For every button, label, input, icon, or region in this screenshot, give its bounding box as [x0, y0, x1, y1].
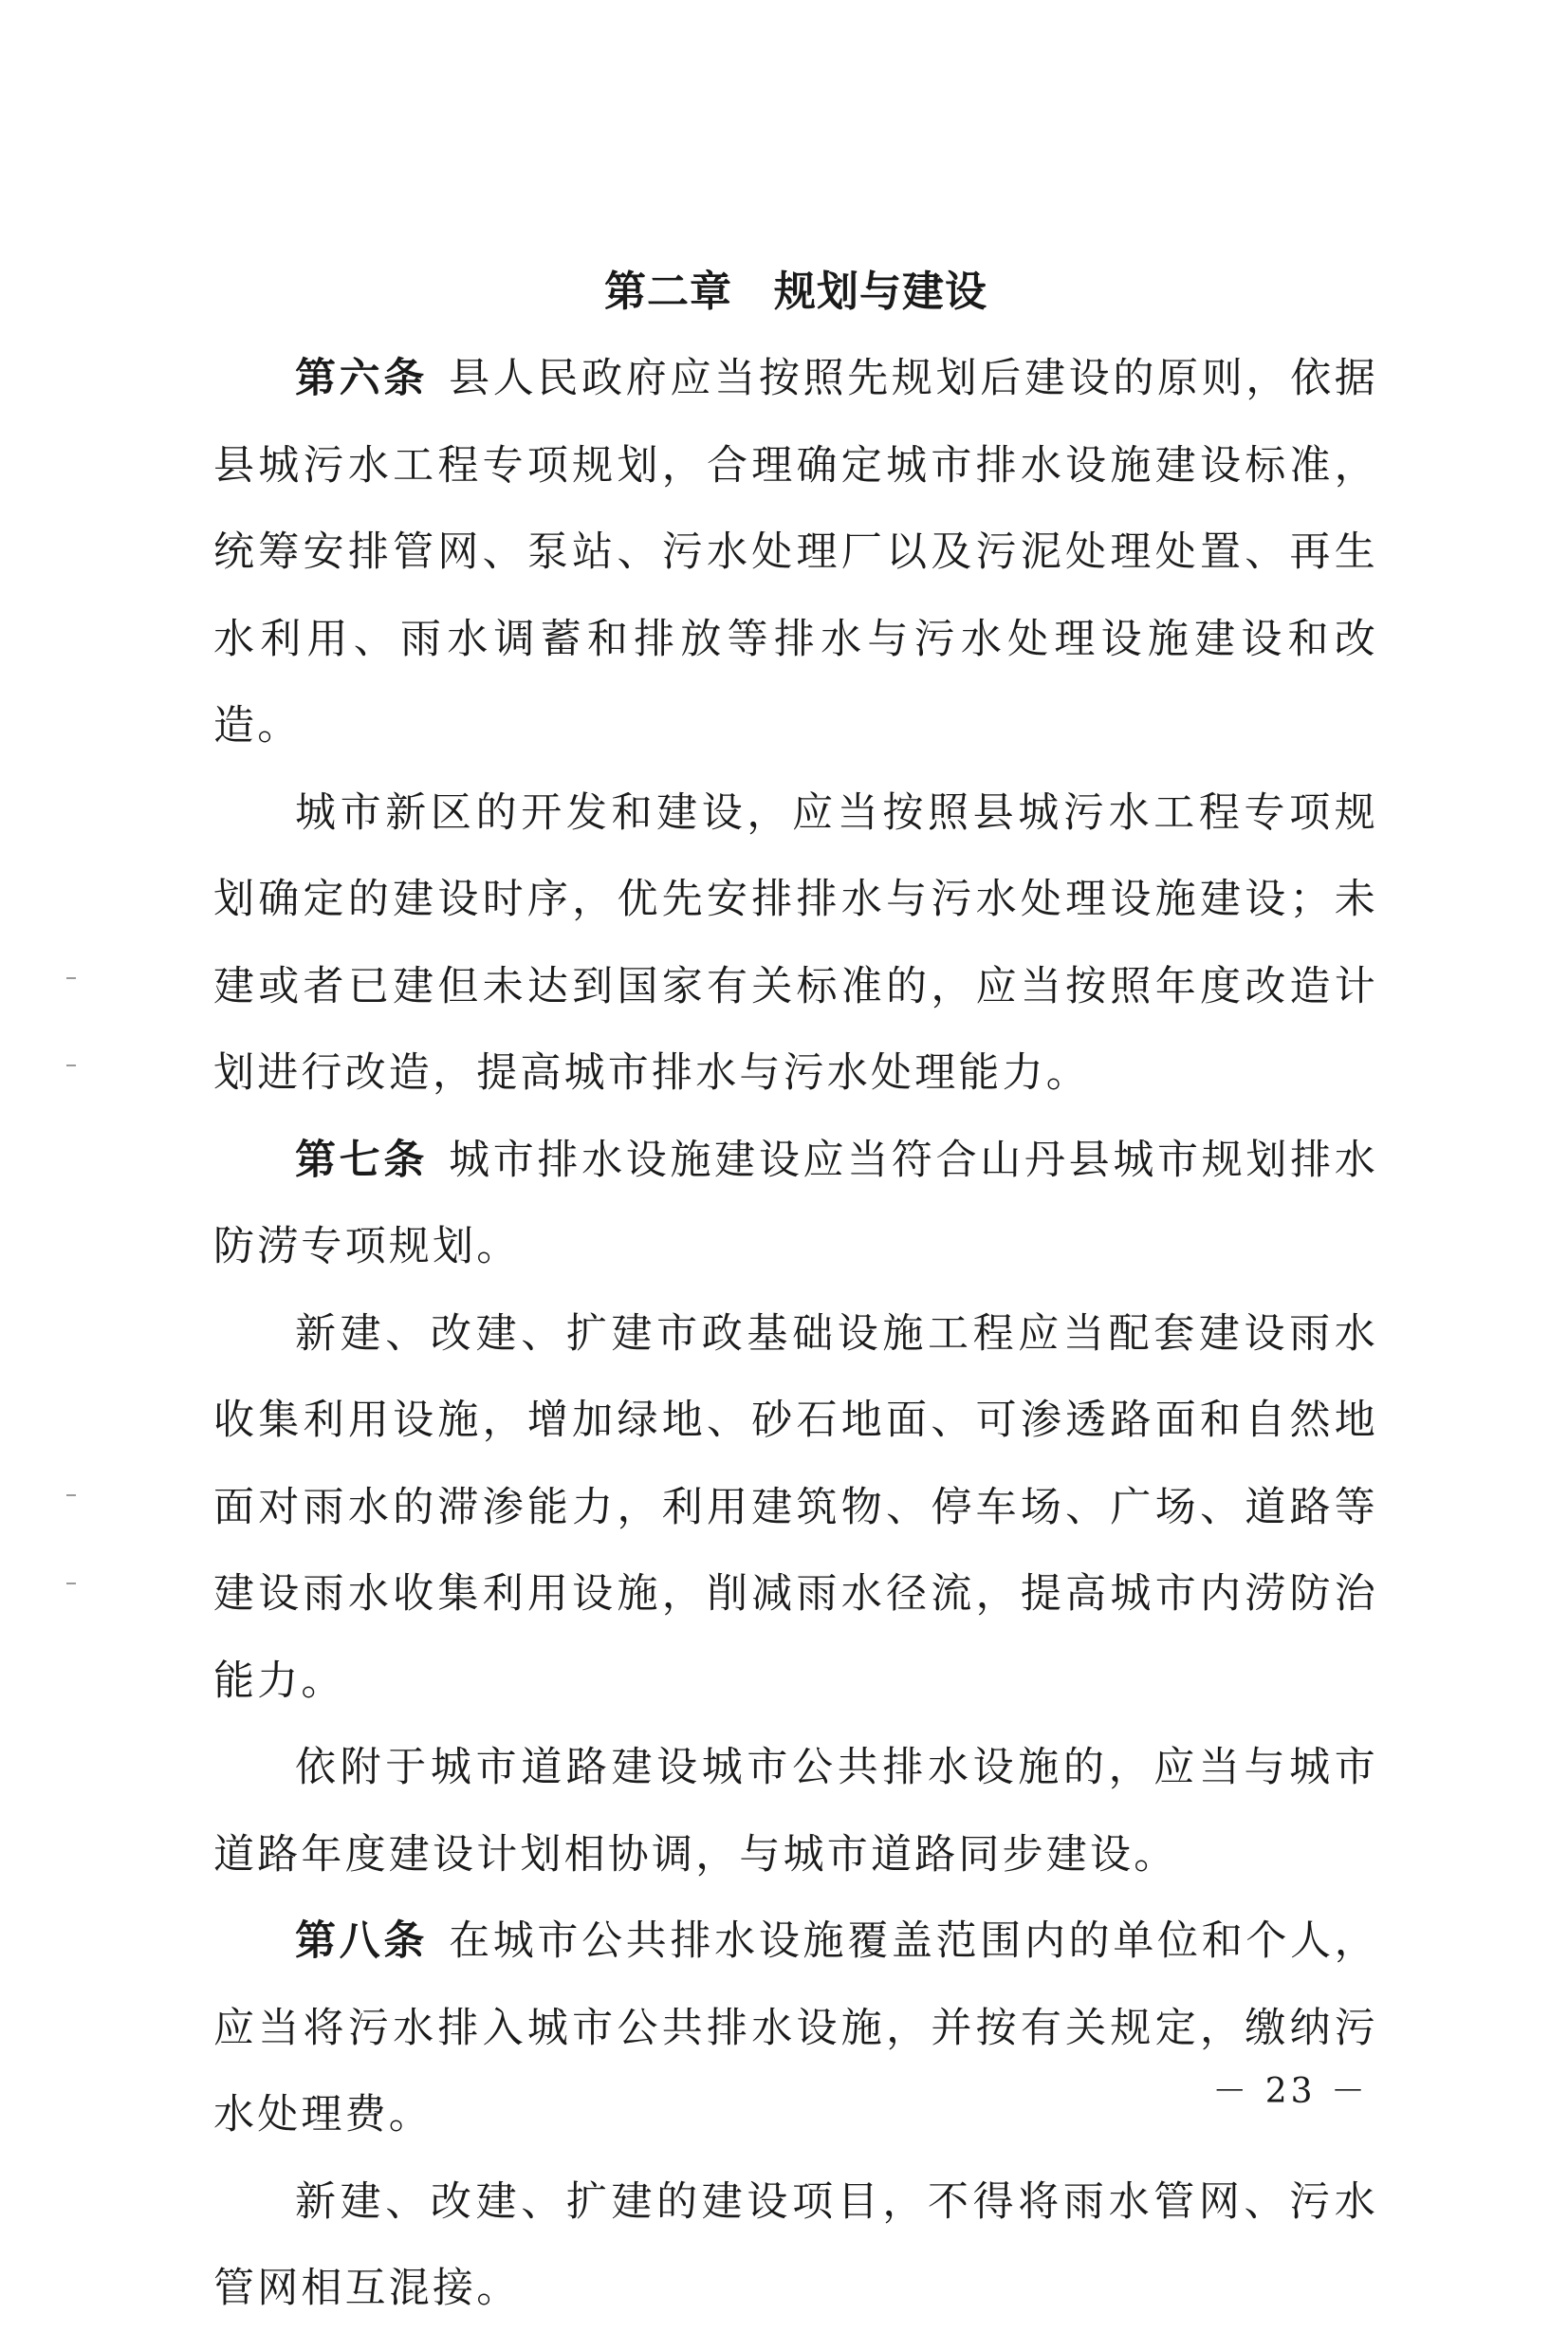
paragraph-text: 新建、改建、扩建市政基础设施工程应当配套建设雨水收集利用设施，增加绿地、砂石地面、可渗透路面和自然地面对雨水的滞渗能力，利用建筑物、停车场、广场、道路等建设雨水收集利用设施，削减雨水径流，提高城市内涝防治能力。 [213, 1309, 1378, 1705]
article-paragraph [213, 1118, 1378, 1291]
chapter-number: 第二章 [604, 268, 732, 316]
article-paragraph [213, 336, 1378, 770]
body-paragraph [213, 770, 1378, 1118]
article-label: 第六条 [295, 355, 429, 402]
scan-margin-mark [66, 1583, 76, 1584]
chapter-heading [213, 249, 1378, 336]
paragraph-text: 城市排水设施建设应当符合山丹县城市规划排水防涝专项规划。 [213, 1136, 1378, 1270]
body-paragraph [213, 1725, 1378, 1898]
article-paragraph [213, 1898, 1378, 2159]
paragraph-text: 新建、改建、扩建的建设项目，不得将雨水管网、污水管网相互混接。 [213, 2177, 1378, 2312]
scan-margin-mark [66, 977, 76, 979]
body-paragraph [213, 1291, 1378, 1726]
paragraph-text: 县人民政府应当按照先规划后建设的原则，依据县城污水工程专项规划，合理确定城市排水设施建设标准，统筹安排管网、泵站、污水处理厂以及污泥处理处置、再生水利用、雨水调蓄和排放等排水与污水处理设施建设和改造。 [213, 355, 1378, 750]
paragraph-text: 城市新区的开发和建设，应当按照县城污水工程专项规划确定的建设时序，优先安排排水与污水处理设施建设；未建或者已建但未达到国家有关标准的，应当按照年度改造计划进行改造，提高城市排水与污水处理能力。 [213, 788, 1378, 1097]
page-number: － 23 － [1212, 2072, 1369, 2111]
document-body [213, 249, 1378, 2333]
article-label: 第八条 [295, 1917, 429, 1965]
paragraph-text: 依附于城市道路建设城市公共排水设施的，应当与城市道路年度建设计划相协调，与城市道路同步建设。 [213, 1744, 1378, 1879]
scan-margin-mark [66, 1494, 76, 1496]
scan-margin-mark [66, 1065, 76, 1066]
body-paragraph [213, 2159, 1378, 2333]
chapter-title: 规划与建设 [774, 268, 987, 316]
paragraph-text: 在城市公共排水设施覆盖范围内的单位和个人，应当将污水排入城市公共排水设施，并按有关规定，缴纳污水处理费。 [213, 1917, 1378, 2139]
article-label: 第七条 [295, 1136, 429, 1184]
